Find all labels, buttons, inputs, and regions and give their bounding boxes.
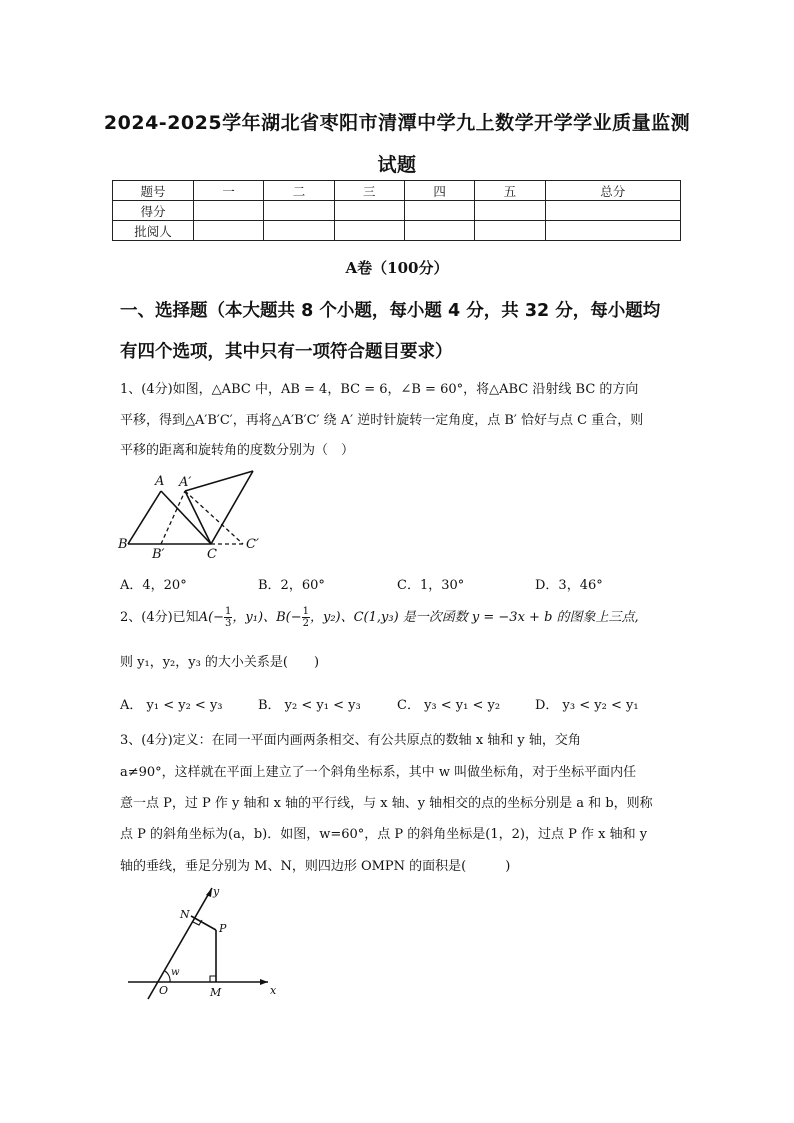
x-axis-arrow [260, 979, 268, 985]
label-M: M [210, 986, 222, 999]
table-cell: 得分 [113, 201, 194, 221]
q2-prefix: 2、(4分)已知 [120, 610, 199, 625]
volume-heading: A卷（100分） [345, 259, 449, 277]
table-cell: 五 [475, 181, 545, 201]
q2-option-c: C． y₃ < y₁ < y₂ [397, 698, 501, 713]
table-cell [334, 201, 404, 221]
page-title-line2: 试题 [377, 154, 417, 176]
fraction-numerator: 1 [302, 606, 309, 617]
table-cell: 二 [264, 181, 334, 201]
q3-line4: 点 P 的斜角坐标为(a，b)．如图，w=60°，点 P 的斜角坐标是(1，2)，过点 P 作 x 轴和 y [120, 827, 648, 842]
dashed-A1C1 [185, 491, 243, 544]
table-cell: 四 [404, 181, 474, 201]
table-cell [194, 201, 264, 221]
label-O: O [159, 984, 169, 997]
q1-option-a: A．4，20° [120, 578, 187, 593]
q3-oblique-axes-figure [120, 880, 290, 1005]
table-row [113, 221, 681, 241]
page-title-line1: 2024-2025学年湖北省枣阳市清潭中学九上数学开学学业质量监测 [103, 112, 691, 134]
table-cell [404, 201, 474, 221]
q1-triangle-figure [115, 465, 275, 560]
segment-AC [161, 491, 211, 544]
q3-line3: 意一点 P，过 P 作 y 轴和 x 轴的平行线，与 x 轴、y 轴相交的点的坐标分别是 a 和 b，则称 [120, 796, 653, 811]
table-cell [545, 221, 680, 241]
segment-BA [128, 491, 161, 544]
q1-option-b: B．2，60° [258, 578, 325, 593]
table-cell [334, 221, 404, 241]
table-cell [264, 201, 334, 221]
q1-line3: 平移的距离和旋转角的度数分别为（ ） [120, 443, 355, 458]
q3-line1: 3、(4分)定义：在同一平面内画两条相交、有公共原点的数轴 x 轴和 y 轴，交角 [120, 733, 581, 748]
label-C: C [207, 547, 217, 560]
dashed-B1A1 [161, 491, 185, 544]
section-heading-line2: 有四个选项，其中只有一项符合题目要求） [120, 342, 453, 362]
q2-point-a: A(− [198, 610, 225, 625]
label-y: y [213, 885, 220, 898]
q3-line5: 轴的垂线，垂足分别为 M、N，则四边形 OMPN 的面积是( ) [120, 859, 511, 874]
table-cell [475, 201, 545, 221]
table-row [113, 181, 681, 201]
label-C-prime: C′ [246, 537, 259, 552]
q2-option-a: A． y₁ < y₂ < y₃ [120, 698, 223, 713]
q1-line1: 1、(4分)如图，△ABC 中，AB = 4，BC = 6，∠B = 60°，将△ABC 沿射线 BC 的方向 [120, 382, 639, 397]
section-heading-line1: 一、选择题（本大题共 8 个小题，每小题 4 分，共 32 分，每小题均 [120, 301, 661, 321]
segment-CA1 [185, 491, 211, 544]
q2-line1 [120, 606, 639, 629]
q2-point-a-rest: ，y₁)、 [232, 610, 277, 625]
table-cell [404, 221, 474, 241]
table-cell: 总分 [545, 181, 680, 201]
table-cell: 一 [194, 181, 264, 201]
table-cell [194, 221, 264, 241]
table-cell [545, 201, 680, 221]
q2-fraction-b [302, 606, 310, 629]
label-P: P [219, 922, 227, 935]
table-row [113, 201, 681, 221]
label-N: N [180, 908, 190, 921]
fraction-numerator: 1 [225, 606, 232, 617]
q2-point-b: B(− [276, 610, 302, 625]
table-cell: 三 [334, 181, 404, 201]
q2-option-d: D． y₃ < y₂ < y₁ [535, 698, 639, 713]
q1-option-d: D．3，46° [535, 578, 603, 593]
table-cell: 题号 [113, 181, 194, 201]
fraction-denominator: 3 [225, 618, 232, 629]
label-A-prime: A′ [179, 475, 192, 490]
right-angle-M [210, 976, 216, 982]
q2-option-b: B． y₂ < y₁ < y₃ [258, 698, 361, 713]
q2-point-b-rest: ，y₂)、C(1,y₃) 是一次函数 y = −3x + b 的图象上三点, [309, 610, 639, 625]
label-B: B [118, 537, 128, 552]
angle-w-arc [165, 971, 170, 982]
q3-line2: a≠90°，这样就在平面上建立了一个斜角坐标系，其中 w 叫做坐标角，对于坐标平面内任 [120, 765, 637, 780]
table-cell [264, 221, 334, 241]
fraction-denominator: 2 [302, 618, 309, 629]
q1-line2: 平移，得到△A′B′C′，再将△A′B′C′ 绕 A′ 逆时针旋转一定角度，点 B′ 恰好与点 C 重合，则 [120, 413, 644, 428]
label-x: x [270, 984, 277, 997]
q1-option-c: C．1，30° [397, 578, 465, 593]
table-cell [475, 221, 545, 241]
score-table [112, 180, 681, 241]
label-A: A [155, 474, 165, 489]
label-B-prime: B′ [152, 547, 165, 560]
label-w: w [171, 967, 180, 978]
q2-line2: 则 y₁，y₂，y₃ 的大小关系是( ) [120, 655, 320, 670]
table-cell: 批阅人 [113, 221, 194, 241]
